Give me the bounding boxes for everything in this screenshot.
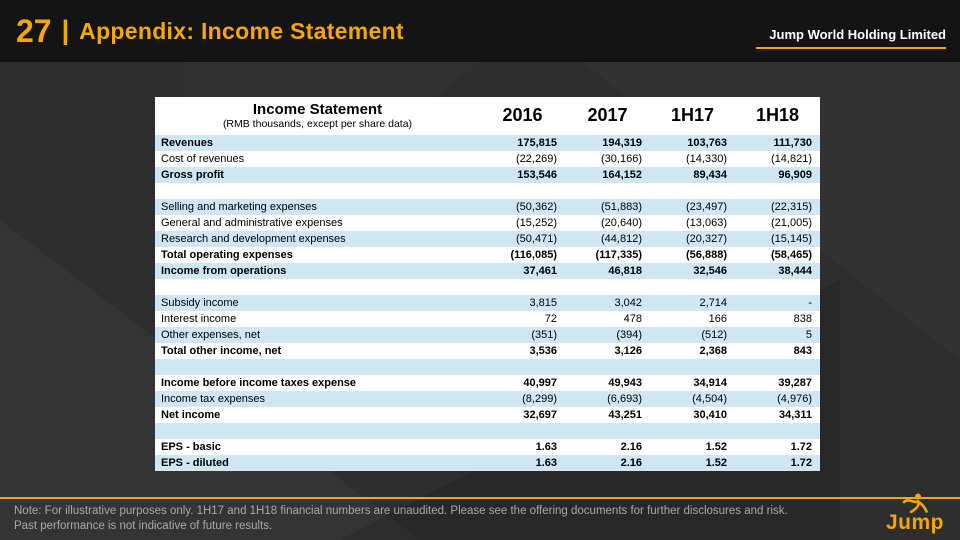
spacer-row bbox=[155, 423, 820, 439]
row-label: Net income bbox=[155, 407, 480, 423]
row-value bbox=[650, 279, 735, 295]
row-value: 3,536 bbox=[480, 343, 565, 359]
table-row bbox=[155, 263, 820, 279]
row-value bbox=[480, 359, 565, 375]
row-value: 3,042 bbox=[565, 295, 650, 311]
footer-note-line2: Past performance is not indicative of future results. bbox=[14, 520, 273, 532]
row-value: 175,815 bbox=[480, 135, 565, 151]
company-name: Jump World Holding Limited bbox=[769, 27, 946, 42]
footer-divider-line bbox=[0, 497, 960, 499]
row-label bbox=[155, 279, 480, 295]
row-value bbox=[650, 183, 735, 199]
row-value bbox=[650, 423, 735, 439]
title-separator: | bbox=[61, 14, 70, 45]
row-value: 166 bbox=[650, 311, 735, 327]
column-header-1h18: 1H18 bbox=[735, 97, 820, 135]
row-value: (15,252) bbox=[480, 215, 565, 231]
row-value: 5 bbox=[735, 327, 820, 343]
row-label: Total operating expenses bbox=[155, 247, 480, 263]
row-value: 1.72 bbox=[735, 439, 820, 455]
row-label: Income before income taxes expense bbox=[155, 375, 480, 391]
row-value: (512) bbox=[650, 327, 735, 343]
row-label bbox=[155, 183, 480, 199]
row-value: (21,005) bbox=[735, 215, 820, 231]
table-row bbox=[155, 167, 820, 183]
row-value: 478 bbox=[565, 311, 650, 327]
table-row bbox=[155, 135, 820, 151]
income-statement-table bbox=[155, 97, 820, 471]
row-value: (4,976) bbox=[735, 391, 820, 407]
row-value: 32,697 bbox=[480, 407, 565, 423]
table-row bbox=[155, 343, 820, 359]
row-value: 34,311 bbox=[735, 407, 820, 423]
row-label: EPS - basic bbox=[155, 439, 480, 455]
row-value bbox=[650, 359, 735, 375]
table-subtitle: (RMB thousands, except per share data) bbox=[222, 118, 413, 130]
row-value: (44,812) bbox=[565, 231, 650, 247]
row-value: (50,471) bbox=[480, 231, 565, 247]
row-label: Gross profit bbox=[155, 167, 480, 183]
row-value bbox=[565, 279, 650, 295]
slide-title: Appendix: Income Statement bbox=[79, 17, 404, 44]
table-header-row bbox=[155, 97, 820, 135]
table-row bbox=[155, 151, 820, 167]
row-value bbox=[565, 423, 650, 439]
row-value bbox=[735, 279, 820, 295]
row-label: General and administrative expenses bbox=[155, 215, 480, 231]
row-value: 111,730 bbox=[735, 135, 820, 151]
row-value: 838 bbox=[735, 311, 820, 327]
row-value: 96,909 bbox=[735, 167, 820, 183]
column-header-2017: 2017 bbox=[565, 97, 650, 135]
row-value: (56,888) bbox=[650, 247, 735, 263]
row-value: 2,714 bbox=[650, 295, 735, 311]
row-value: 46,818 bbox=[565, 263, 650, 279]
table-row bbox=[155, 199, 820, 215]
row-value: (20,640) bbox=[565, 215, 650, 231]
row-value: (58,465) bbox=[735, 247, 820, 263]
row-value: 153,546 bbox=[480, 167, 565, 183]
row-label: Subsidy income bbox=[155, 295, 480, 311]
row-label: EPS - diluted bbox=[155, 455, 480, 471]
row-value: 37,461 bbox=[480, 263, 565, 279]
row-value: 2.16 bbox=[565, 455, 650, 471]
row-value: (51,883) bbox=[565, 199, 650, 215]
table-row bbox=[155, 391, 820, 407]
row-value: (13,063) bbox=[650, 215, 735, 231]
spacer-row bbox=[155, 359, 820, 375]
row-value: (4,504) bbox=[650, 391, 735, 407]
table-row bbox=[155, 295, 820, 311]
row-value: - bbox=[735, 295, 820, 311]
row-value: (117,335) bbox=[565, 247, 650, 263]
row-label: Selling and marketing expenses bbox=[155, 199, 480, 215]
row-value: 843 bbox=[735, 343, 820, 359]
logo-text: Jump bbox=[885, 511, 944, 534]
row-value: 34,914 bbox=[650, 375, 735, 391]
row-value: 2,368 bbox=[650, 343, 735, 359]
row-value: 1.63 bbox=[480, 439, 565, 455]
jumping-person-icon bbox=[901, 493, 929, 513]
row-value: 1.63 bbox=[480, 455, 565, 471]
row-value: 89,434 bbox=[650, 167, 735, 183]
row-value bbox=[735, 423, 820, 439]
table-row bbox=[155, 375, 820, 391]
row-value: 3,126 bbox=[565, 343, 650, 359]
row-value: 2.16 bbox=[565, 439, 650, 455]
jump-logo bbox=[886, 493, 944, 533]
row-value: (30,166) bbox=[565, 151, 650, 167]
table-title: Income Statement bbox=[252, 101, 383, 118]
row-value: 32,546 bbox=[650, 263, 735, 279]
row-value: (394) bbox=[565, 327, 650, 343]
row-label: Income from operations bbox=[155, 263, 480, 279]
column-header-1h17: 1H17 bbox=[650, 97, 735, 135]
row-label: Interest income bbox=[155, 311, 480, 327]
row-value: 103,763 bbox=[650, 135, 735, 151]
row-value: 39,287 bbox=[735, 375, 820, 391]
table-row bbox=[155, 407, 820, 423]
row-label: Income tax expenses bbox=[155, 391, 480, 407]
row-value: 43,251 bbox=[565, 407, 650, 423]
row-label: Other expenses, net bbox=[155, 327, 480, 343]
row-value bbox=[565, 359, 650, 375]
row-value: (50,362) bbox=[480, 199, 565, 215]
row-label: Total other income, net bbox=[155, 343, 480, 359]
row-value: 38,444 bbox=[735, 263, 820, 279]
row-value bbox=[565, 183, 650, 199]
row-value: 1.52 bbox=[650, 439, 735, 455]
footer-note-line1: Note: For illustrative purposes only. 1H17 and 1H18 financial numbers are unaudited. Please see the offering documents for further disclosures and risk. bbox=[14, 505, 788, 517]
row-value: (8,299) bbox=[480, 391, 565, 407]
table-row bbox=[155, 311, 820, 327]
company-underline bbox=[756, 47, 946, 49]
row-value: (351) bbox=[480, 327, 565, 343]
header-company-group bbox=[756, 27, 946, 49]
row-value bbox=[480, 279, 565, 295]
row-value: (116,085) bbox=[480, 247, 565, 263]
row-value: (6,693) bbox=[565, 391, 650, 407]
row-value: 1.52 bbox=[650, 455, 735, 471]
spacer-row bbox=[155, 183, 820, 199]
row-label bbox=[155, 359, 480, 375]
row-value: (20,327) bbox=[650, 231, 735, 247]
row-value: 72 bbox=[480, 311, 565, 327]
slide-header bbox=[0, 0, 960, 62]
spacer-row bbox=[155, 279, 820, 295]
row-value: (14,330) bbox=[650, 151, 735, 167]
row-value: 3,815 bbox=[480, 295, 565, 311]
row-label: Cost of revenues bbox=[155, 151, 480, 167]
page-number: 27 bbox=[16, 13, 52, 49]
row-value: 164,152 bbox=[565, 167, 650, 183]
table-row bbox=[155, 215, 820, 231]
row-value bbox=[735, 183, 820, 199]
table-row bbox=[155, 327, 820, 343]
row-label bbox=[155, 423, 480, 439]
column-header-2016: 2016 bbox=[480, 97, 565, 135]
table-row bbox=[155, 231, 820, 247]
row-value: (22,269) bbox=[480, 151, 565, 167]
table-row bbox=[155, 455, 820, 471]
table-title-cell bbox=[155, 97, 480, 135]
row-value bbox=[735, 359, 820, 375]
row-label: Research and development expenses bbox=[155, 231, 480, 247]
row-value: 194,319 bbox=[565, 135, 650, 151]
row-value: 30,410 bbox=[650, 407, 735, 423]
row-value: (15,145) bbox=[735, 231, 820, 247]
row-value: 40,997 bbox=[480, 375, 565, 391]
table-row bbox=[155, 439, 820, 455]
row-value: (23,497) bbox=[650, 199, 735, 215]
row-label: Revenues bbox=[155, 135, 480, 151]
row-value: (14,821) bbox=[735, 151, 820, 167]
row-value: 1.72 bbox=[735, 455, 820, 471]
header-title-group bbox=[16, 15, 404, 47]
footer-note bbox=[14, 504, 788, 534]
income-statement-table-container bbox=[155, 97, 820, 471]
row-value: 49,943 bbox=[565, 375, 650, 391]
table-row bbox=[155, 247, 820, 263]
row-value: (22,315) bbox=[735, 199, 820, 215]
row-value bbox=[480, 423, 565, 439]
row-value bbox=[480, 183, 565, 199]
